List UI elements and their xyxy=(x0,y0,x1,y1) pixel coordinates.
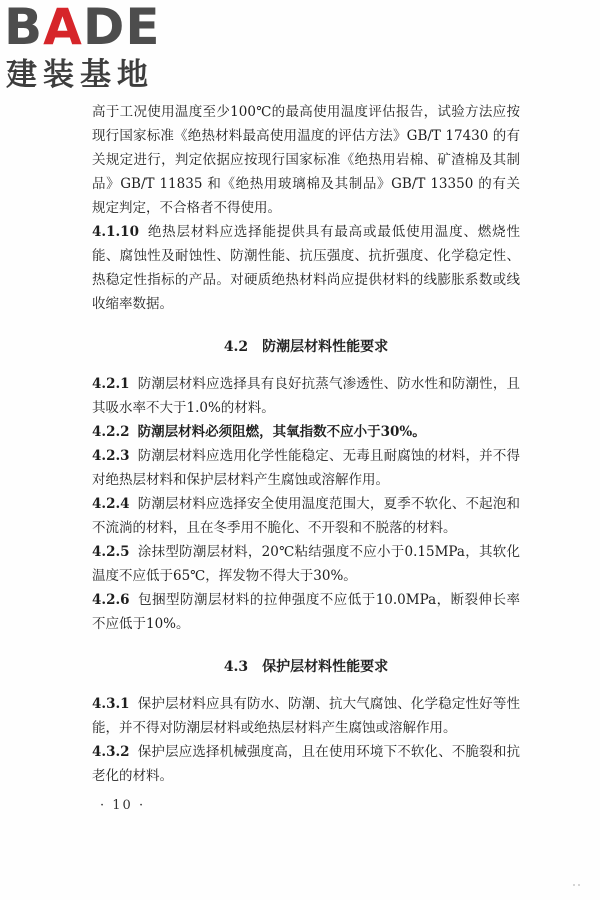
clause-4-2-3 xyxy=(92,444,520,492)
clause-number: 4.2.3 xyxy=(92,448,130,464)
document-body xyxy=(92,100,520,788)
clause-number: 4.3.2 xyxy=(92,744,130,760)
clause-number: 4.2.6 xyxy=(92,592,130,608)
clause-number: 4.2.4 xyxy=(92,496,130,512)
clause-text: 防潮层材料应选择安全使用温度范围大，夏季不软化、不起泡和不流淌的材料，且在冬季用不脆化、不开裂和不脱落的材料。 xyxy=(92,496,520,536)
clause-number: 4.3.1 xyxy=(92,696,130,712)
page-number: · 10 · xyxy=(100,798,146,813)
clause-text: 防潮层材料必须阻燃，其氧指数不应小于30%。 xyxy=(137,424,426,440)
section-number: 4.2 xyxy=(223,339,249,355)
clause-number: 4.2.1 xyxy=(92,376,130,392)
section-number: 4.3 xyxy=(223,659,249,675)
logo-chinese-text: 建装基地 xyxy=(6,57,154,93)
clause-number: 4.2.2 xyxy=(92,424,130,440)
clause-text: 包捆型防潮层材料的拉伸强度不应低于10.0MPa，断裂伸长率不应低于10%。 xyxy=(92,592,520,632)
clause-text: 保护层应选择机械强度高，且在使用环境下不软化、不脆裂和抗老化的材料。 xyxy=(92,744,520,784)
section-heading-4-2 xyxy=(92,336,520,358)
logo-letter-a: A xyxy=(43,0,83,56)
clause-number: 4.2.5 xyxy=(92,544,130,560)
section-title: 防潮层材料性能要求 xyxy=(262,339,389,355)
clause-4-2-4 xyxy=(92,492,520,540)
intro-paragraph: 高于工况使用温度至少100℃的最高使用温度评估报告，试验方法应按现行国家标准《绝热材料最高使用温度的评估方法》GB/T 17430 的有关规定进行，判定依据应按现行国家标准《绝热用岩棉、矿渣棉及其制品》GB/T 11835 和《绝热用玻璃棉及其制品》GB/T 13350 的有关规定判定，不合格者不得使用。 xyxy=(92,104,520,216)
clause-text: 保护层材料应具有防水、防潮、抗大气腐蚀、化学稳定性好等性能，并不得对防潮层材料或绝热层材料产生腐蚀或溶解作用。 xyxy=(92,696,520,736)
clause-4-2-6 xyxy=(92,588,520,636)
section-heading-4-3 xyxy=(92,656,520,678)
clause-4-2-1 xyxy=(92,372,520,420)
clause-4-2-2 xyxy=(92,420,520,444)
clause-text: 绝热层材料应选择能提供具有最高或最低使用温度、燃烧性能、腐蚀性及耐蚀性、防潮性能、抗压强度、抗折强度、化学稳定性、热稳定性指标的产品。对硬质绝热材料尚应提供材料的线膨胀系数或线收缩率数据。 xyxy=(92,224,520,312)
clause-text: 涂抹型防潮层材料，20℃粘结强度不应小于0.15MPa，其软化温度不应低于65℃，挥发物不得大于30%。 xyxy=(92,544,520,584)
clause-4-3-2 xyxy=(92,740,520,788)
clause-text: 防潮层材料应选用化学性能稳定、无毒且耐腐蚀的材料，并不得对绝热层材料和保护层材料产生腐蚀或溶解作用。 xyxy=(92,448,520,488)
clause-text: 防潮层材料应选择具有良好抗蒸气渗透性、防水性和防潮性，且其吸水率不大于1.0%的材料。 xyxy=(92,376,520,416)
section-title: 保护层材料性能要求 xyxy=(262,659,389,675)
clause-4-1-10 xyxy=(92,220,520,316)
clause-4-2-5 xyxy=(92,540,520,588)
logo-letter-b: B xyxy=(4,0,44,56)
clause-number: 4.1.10 xyxy=(92,224,139,240)
bade-logo xyxy=(4,2,179,94)
logo-wordmark xyxy=(4,0,161,56)
corner-mark-icon xyxy=(572,882,582,888)
clause-4-3-1 xyxy=(92,692,520,740)
logo-letters-de: DE xyxy=(82,0,161,56)
